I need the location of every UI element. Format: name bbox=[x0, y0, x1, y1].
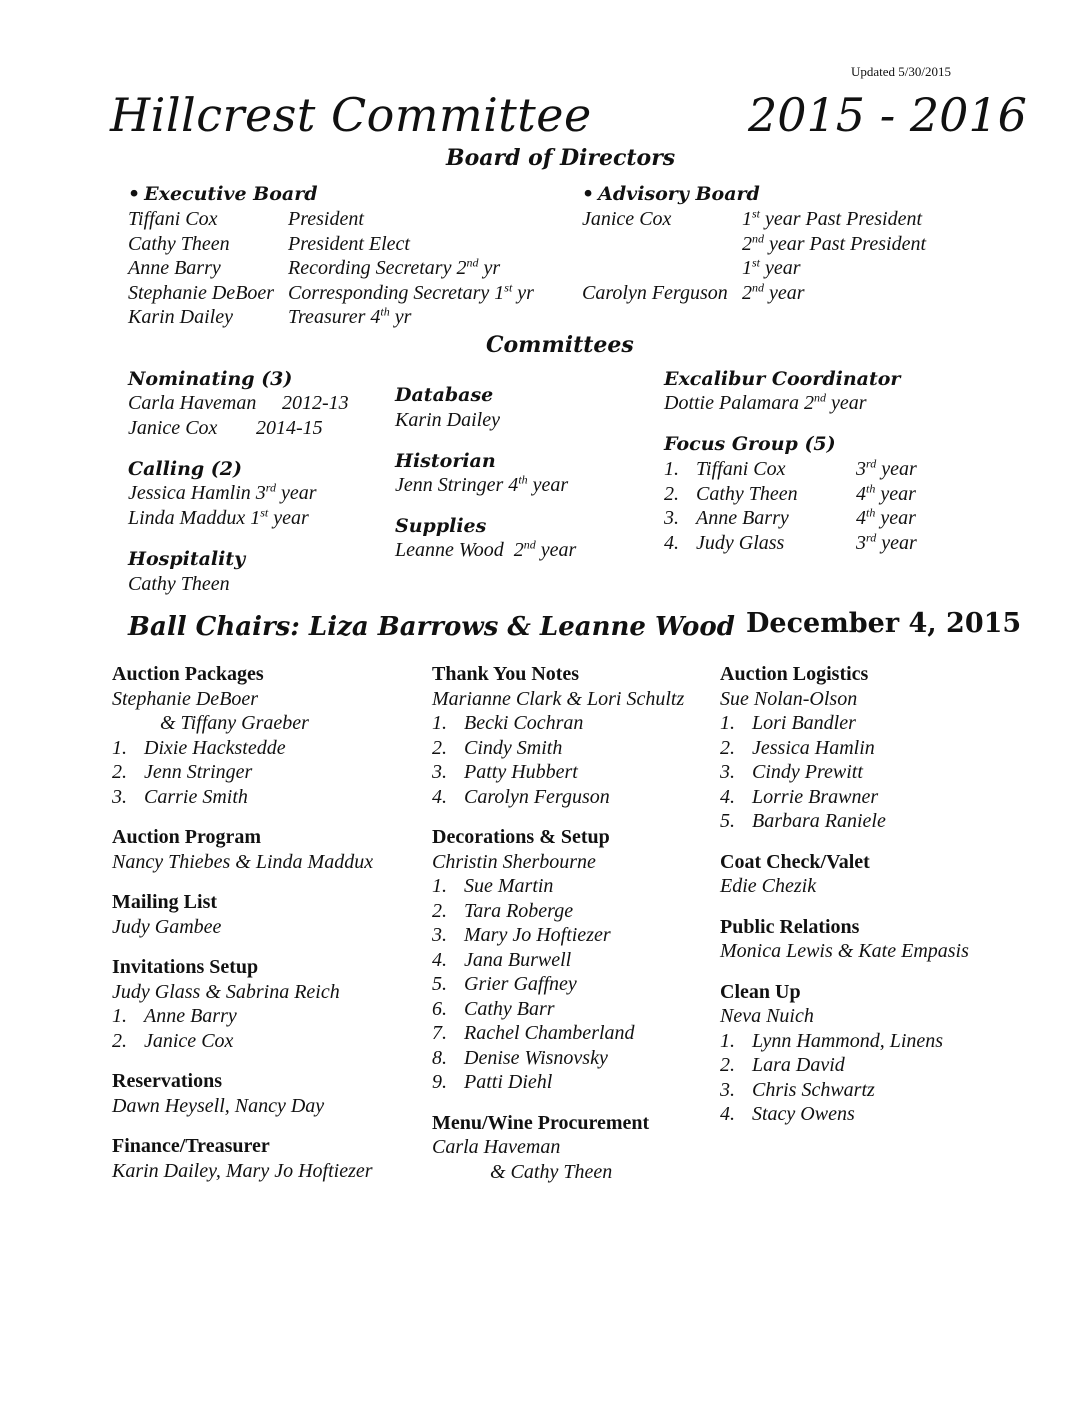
list-number: 2. bbox=[112, 761, 127, 783]
committee-member bbox=[112, 1029, 422, 1054]
committee-member bbox=[432, 760, 717, 785]
committee-member bbox=[720, 1004, 1020, 1029]
committee-member bbox=[432, 711, 717, 736]
member-name: Anne Barry bbox=[128, 257, 221, 280]
committee-member bbox=[112, 1004, 422, 1029]
committee-member bbox=[112, 736, 422, 761]
ordinal-suffix: nd bbox=[752, 230, 764, 245]
list-number: 9. bbox=[432, 1071, 447, 1093]
ordinal-suffix: nd bbox=[523, 537, 536, 552]
member-name: Dixie Hackstedde bbox=[144, 736, 286, 759]
member-name: Cathy Barr bbox=[464, 997, 555, 1020]
committee-member bbox=[432, 1070, 717, 1095]
committee-member bbox=[112, 687, 422, 712]
database-heading: Database bbox=[395, 384, 494, 406]
member-role: President Elect bbox=[288, 232, 410, 255]
member-name: Karin Dailey, Mary Jo Hoftiezer bbox=[112, 1159, 373, 1182]
list-number: 1. bbox=[112, 1005, 127, 1027]
list-number: 1. bbox=[664, 458, 679, 480]
ordinal-suffix: st bbox=[504, 280, 513, 295]
member-role: President bbox=[288, 208, 364, 230]
member-name: Carrie Smith bbox=[144, 785, 248, 808]
member-name: Patty Hubbert bbox=[464, 761, 578, 783]
executive-board-row bbox=[128, 256, 578, 281]
ordinal-suffix: nd bbox=[814, 390, 826, 405]
member-name: Cindy Prewitt bbox=[752, 761, 863, 783]
historian-heading: Historian bbox=[395, 450, 496, 472]
ordinal-suffix: st bbox=[752, 255, 761, 270]
advisory-board-heading: • Advisory Board bbox=[582, 183, 760, 205]
hospitality-heading: Hospitality bbox=[128, 548, 246, 570]
member-name: Barbara Raniele bbox=[752, 810, 886, 832]
section-gap bbox=[112, 809, 422, 825]
committee-heading: Clean Up bbox=[720, 980, 801, 1003]
committee-heading: Mailing List bbox=[112, 891, 218, 913]
member-name: Edie Chezik bbox=[720, 875, 817, 897]
member-name: Tara Roberge bbox=[464, 899, 574, 922]
advisory-board-list bbox=[582, 207, 982, 305]
focus-group-heading: Focus Group (5) bbox=[664, 433, 836, 455]
list-number: 3. bbox=[432, 924, 447, 946]
list-number: 1. bbox=[432, 712, 447, 734]
member-name: Carla Haveman bbox=[432, 1136, 561, 1158]
member-name: Lori Bandler bbox=[752, 712, 856, 734]
committee-heading: Invitations Setup bbox=[112, 956, 259, 978]
member-name: Stephanie DeBoer bbox=[112, 687, 259, 710]
section-gap bbox=[432, 1095, 717, 1111]
member-name: Carolyn Ferguson bbox=[582, 281, 728, 304]
member-name: Anne Barry bbox=[696, 507, 789, 530]
member-name: Karin Dailey bbox=[128, 306, 233, 329]
member-name: Mary Jo Hoftiezer bbox=[464, 924, 611, 946]
member-name: Judy Glass & Sabrina Reich bbox=[112, 980, 340, 1003]
list-number: 8. bbox=[432, 1046, 447, 1069]
list-number: 3. bbox=[112, 785, 127, 808]
committee-member bbox=[112, 1159, 422, 1184]
nominating-row bbox=[128, 416, 388, 441]
section-gap bbox=[720, 899, 1020, 915]
ordinal-suffix: nd bbox=[752, 280, 764, 295]
member-term: 2nd year bbox=[742, 280, 805, 304]
focus-group-row bbox=[664, 457, 964, 482]
committee-member bbox=[432, 899, 717, 924]
member-name: Denise Wisnovsky bbox=[464, 1046, 608, 1069]
list-number: 6. bbox=[432, 997, 447, 1020]
member-name: Chris Schwartz bbox=[752, 1078, 875, 1101]
committee-heading: Thank You Notes bbox=[432, 663, 580, 685]
executive-board-row bbox=[128, 207, 578, 232]
list-number: 4. bbox=[432, 785, 447, 808]
calling-row: Linda Maddux 1st year bbox=[128, 504, 309, 529]
list-number: 5. bbox=[432, 973, 447, 995]
ordinal-suffix: nd bbox=[466, 255, 479, 270]
member-name: Tiffani Cox bbox=[128, 208, 218, 230]
committee-heading: Auction Logistics bbox=[720, 663, 869, 685]
ball-chairs: Ball Chairs: Liza Barrows & Leanne Wood bbox=[128, 612, 735, 642]
member-name: Jenn Stringer bbox=[144, 761, 253, 783]
nominating-row bbox=[128, 391, 388, 416]
member-name: Lara David bbox=[752, 1054, 845, 1076]
committee-member bbox=[720, 1053, 1020, 1078]
member-term: 4th year bbox=[856, 480, 916, 505]
historian-name: Jenn Stringer 4th year bbox=[395, 472, 569, 496]
ordinal-suffix: rd bbox=[866, 456, 877, 471]
supplies-heading: Supplies bbox=[395, 515, 487, 537]
section-gap bbox=[112, 1118, 422, 1134]
member-term: 3rd year bbox=[856, 456, 917, 480]
executive-board-heading: • Executive Board bbox=[128, 183, 318, 205]
list-number: 2. bbox=[664, 482, 679, 505]
page-title: Hillcrest Committee bbox=[110, 88, 592, 142]
committee-member bbox=[432, 874, 717, 899]
committee-member bbox=[720, 785, 1020, 810]
list-number: 2. bbox=[720, 1054, 735, 1076]
list-number: 4. bbox=[720, 1103, 735, 1125]
board-heading: Board of Directors bbox=[446, 145, 676, 171]
committee-heading: Reservations bbox=[112, 1070, 222, 1092]
committee-member bbox=[432, 972, 717, 997]
committee-member bbox=[112, 980, 422, 1005]
member-name: Carolyn Ferguson bbox=[464, 785, 610, 808]
ordinal-suffix: th bbox=[866, 480, 876, 495]
member-name: Lorrie Brawner bbox=[752, 785, 879, 808]
member-name: Anne Barry bbox=[144, 1005, 237, 1027]
member-name: Judy Gambee bbox=[112, 915, 222, 938]
executive-board-row bbox=[128, 232, 578, 257]
list-number: 3. bbox=[432, 761, 447, 783]
member-term: 3rd year bbox=[856, 530, 917, 554]
committee-member bbox=[432, 850, 717, 875]
list-number: 2. bbox=[112, 1029, 127, 1052]
list-number: 5. bbox=[720, 810, 735, 832]
committee-member bbox=[432, 687, 717, 712]
focus-group-row bbox=[664, 482, 964, 507]
committee-member bbox=[112, 711, 422, 736]
member-role: Treasurer 4th yr bbox=[288, 304, 412, 329]
committee-heading: Auction Packages bbox=[112, 663, 264, 685]
member-name: Cindy Smith bbox=[464, 736, 563, 759]
focus-group-row bbox=[664, 531, 964, 556]
calling-row: Jessica Hamlin 3rd year bbox=[128, 480, 317, 504]
executive-board-row bbox=[128, 305, 578, 330]
section-gap bbox=[112, 1053, 422, 1069]
supplies-name: Leanne Wood 2nd year bbox=[395, 537, 577, 561]
member-term: 2014-15 bbox=[256, 416, 323, 439]
member-name: Grier Gaffney bbox=[464, 973, 577, 995]
member-name: Patti Diehl bbox=[464, 1071, 553, 1093]
member-name: Judy Glass bbox=[696, 531, 785, 554]
committee-member bbox=[112, 915, 422, 940]
member-name: Dawn Heysell, Nancy Day bbox=[112, 1094, 325, 1117]
list-number: 4. bbox=[432, 948, 447, 971]
ordinal-suffix: rd bbox=[265, 480, 276, 495]
focus-group-list bbox=[664, 457, 964, 555]
committee-member bbox=[432, 1021, 717, 1046]
ball-column-3 bbox=[720, 662, 1020, 1127]
list-number: 7. bbox=[432, 1022, 447, 1044]
section-gap bbox=[720, 834, 1020, 850]
member-name: Monica Lewis & Kate Empasis bbox=[720, 940, 969, 962]
ordinal-suffix: th bbox=[380, 304, 390, 319]
committee-member bbox=[432, 1135, 717, 1160]
member-term: 4th year bbox=[856, 505, 916, 530]
member-term: 2nd year Past President bbox=[742, 230, 927, 255]
advisory-board-row bbox=[582, 232, 982, 257]
list-number: 2. bbox=[720, 736, 735, 759]
committee-member bbox=[112, 1094, 422, 1119]
nominating-list bbox=[128, 391, 388, 440]
committee-member bbox=[720, 874, 1020, 899]
section-gap bbox=[432, 809, 717, 825]
committee-member bbox=[112, 850, 422, 875]
committee-member bbox=[432, 997, 717, 1022]
member-name: Sue Martin bbox=[464, 875, 554, 897]
member-term: 1st year Past President bbox=[742, 206, 923, 230]
committee-member bbox=[720, 1102, 1020, 1127]
member-name: Jessica Hamlin bbox=[752, 736, 875, 759]
member-name: Becki Cochran bbox=[464, 712, 584, 734]
committee-member bbox=[432, 923, 717, 948]
excalibur-heading: Excalibur Coordinator bbox=[664, 368, 901, 390]
committee-member bbox=[720, 939, 1020, 964]
list-number: 3. bbox=[720, 761, 735, 783]
committee-member bbox=[112, 760, 422, 785]
ball-column-1 bbox=[112, 662, 422, 1183]
committee-member bbox=[720, 1029, 1020, 1054]
member-role: Corresponding Secretary 1st yr bbox=[288, 280, 534, 304]
member-name: Stacy Owens bbox=[752, 1103, 855, 1125]
committee-member bbox=[720, 711, 1020, 736]
committees-heading: Committees bbox=[486, 332, 634, 358]
calling-list bbox=[128, 481, 388, 530]
member-name: Janice Cox bbox=[128, 416, 218, 439]
ball-date: December 4, 2015 bbox=[746, 608, 1022, 639]
member-name: Cathy Theen bbox=[696, 482, 798, 505]
ordinal-suffix: st bbox=[752, 206, 761, 221]
committee-heading: Menu/Wine Procurement bbox=[432, 1111, 650, 1134]
committee-member bbox=[432, 736, 717, 761]
database-name: Karin Dailey bbox=[395, 409, 500, 431]
committee-member bbox=[432, 948, 717, 973]
member-name: Janice Cox bbox=[144, 1029, 234, 1052]
hospitality-name: Cathy Theen bbox=[128, 573, 230, 595]
list-number: 3. bbox=[664, 507, 679, 530]
ordinal-suffix: th bbox=[518, 472, 528, 487]
ordinal-suffix: th bbox=[866, 505, 876, 520]
committee-heading: Public Relations bbox=[720, 915, 860, 938]
member-name: Neva Nuich bbox=[720, 1005, 814, 1027]
committee-member bbox=[720, 687, 1020, 712]
committee-member bbox=[432, 1046, 717, 1071]
excalibur-name: Dottie Palamara 2nd year bbox=[664, 390, 867, 414]
member-name: & Cathy Theen bbox=[490, 1160, 613, 1183]
nominating-heading: Nominating (3) bbox=[128, 368, 293, 390]
committee-member bbox=[720, 736, 1020, 761]
section-gap bbox=[112, 874, 422, 890]
executive-board-list bbox=[128, 207, 578, 330]
year-range: 2015 - 2016 bbox=[748, 88, 1027, 142]
list-number: 1. bbox=[720, 712, 735, 734]
member-name: Nancy Thiebes & Linda Maddux bbox=[112, 850, 374, 873]
list-number: 1. bbox=[720, 1029, 735, 1052]
ordinal-suffix: rd bbox=[866, 530, 877, 545]
list-number: 2. bbox=[432, 899, 447, 922]
member-name: Tiffani Cox bbox=[696, 458, 786, 480]
calling-heading: Calling (2) bbox=[128, 458, 242, 480]
member-name: Rachel Chamberland bbox=[464, 1022, 635, 1044]
committee-member bbox=[112, 785, 422, 810]
member-name: & Tiffany Graeber bbox=[160, 712, 309, 734]
committee-member bbox=[432, 785, 717, 810]
ordinal-suffix: st bbox=[260, 504, 269, 519]
updated-date: Updated 5/30/2015 bbox=[851, 64, 952, 79]
member-name: Cathy Theen bbox=[128, 232, 230, 255]
member-name: Marianne Clark & Lori Schultz bbox=[432, 687, 685, 710]
member-term: 1st year bbox=[742, 255, 801, 280]
list-number: 4. bbox=[720, 785, 735, 808]
member-term: 2012-13 bbox=[282, 392, 349, 414]
member-name: Jana Burwell bbox=[464, 948, 572, 971]
member-name: Sue Nolan-Olson bbox=[720, 687, 858, 710]
advisory-board-row bbox=[582, 207, 982, 232]
list-number: 2. bbox=[432, 736, 447, 759]
advisory-board-row bbox=[582, 281, 982, 306]
member-name: Christin Sherbourne bbox=[432, 850, 596, 873]
member-name: Stephanie DeBoer bbox=[128, 281, 275, 304]
section-gap bbox=[112, 939, 422, 955]
list-number: 3. bbox=[720, 1078, 735, 1101]
committee-member bbox=[720, 760, 1020, 785]
committee-member bbox=[720, 1078, 1020, 1103]
member-name: Janice Cox bbox=[582, 208, 672, 230]
committee-member bbox=[720, 809, 1020, 834]
section-gap bbox=[720, 964, 1020, 980]
list-number: 4. bbox=[664, 531, 679, 554]
committee-heading: Auction Program bbox=[112, 826, 262, 848]
focus-group-row bbox=[664, 506, 964, 531]
member-name: Carla Haveman bbox=[128, 392, 257, 414]
committee-heading: Decorations & Setup bbox=[432, 826, 610, 848]
committee-heading: Finance/Treasurer bbox=[112, 1135, 270, 1157]
committee-heading: Coat Check/Valet bbox=[720, 850, 870, 873]
member-name: Lynn Hammond, Linens bbox=[752, 1029, 944, 1052]
executive-board-row bbox=[128, 281, 578, 306]
member-role: Recording Secretary 2nd yr bbox=[288, 255, 501, 280]
list-number: 1. bbox=[112, 736, 127, 759]
committee-member bbox=[432, 1160, 717, 1185]
advisory-board-row bbox=[582, 256, 982, 281]
list-number: 1. bbox=[432, 875, 447, 897]
ball-column-2 bbox=[432, 662, 717, 1184]
